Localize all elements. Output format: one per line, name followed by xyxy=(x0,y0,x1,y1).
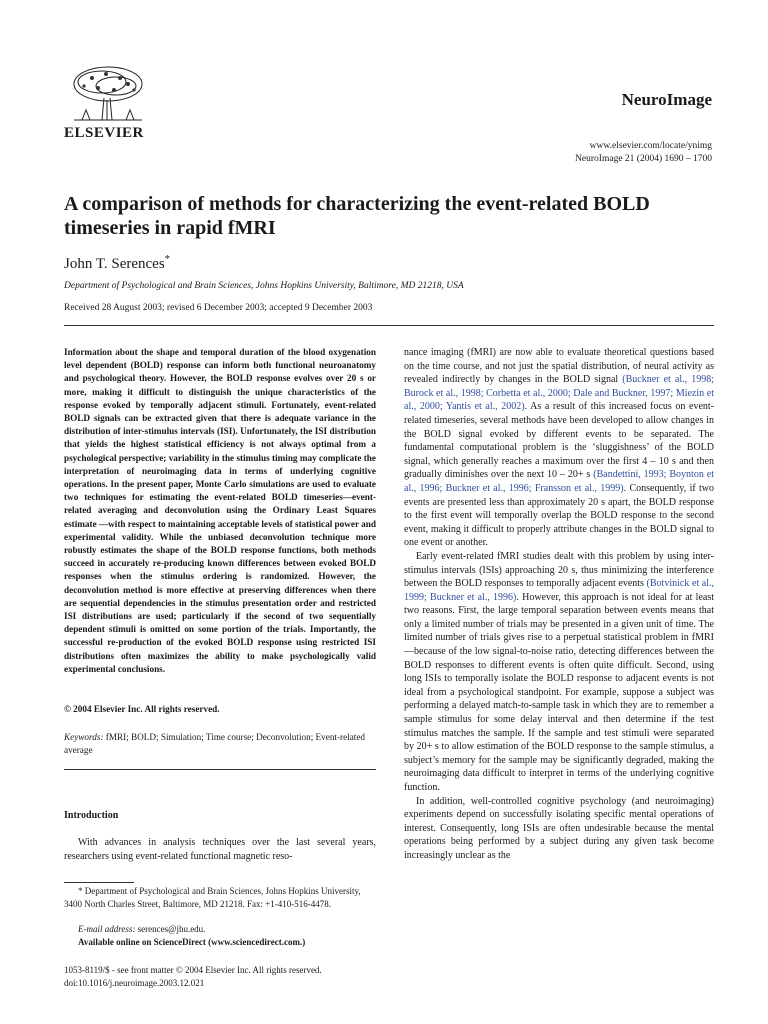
author-affiliation: Department of Psychological and Brain Sciences, Johns Hopkins University, Baltimore, MD 21218, USA xyxy=(64,281,464,291)
body-right-column xyxy=(404,346,714,863)
footnote-divider xyxy=(64,882,134,883)
article-title: A comparison of methods for characterizing the event-related BOLD timeseries in rapid fMRI xyxy=(64,193,650,239)
body-text: . Consequently, if two events are presented less than approximately 20 s apart, the BOLD response to the first event will temporally overlap the BOLD response to the second event, making it difficult to properly attribute changes in the BOLD signal to one event or another. xyxy=(404,482,714,549)
citation-link[interactable]: (Buckner et al., 1998; Burock et al., 1998; Corbetta et al., 2000; Dale and Buckner, 1997; Miezin et al., 2000; Yantis et al., 2002) xyxy=(404,374,714,413)
article-doi[interactable]: doi:10.1016/j.neuroimage.2003.12.021 xyxy=(64,978,205,988)
footnote-availability: Available online on ScienceDirect (www.sciencedirect.com.) xyxy=(78,937,306,947)
tree-logo-icon xyxy=(62,64,150,126)
intro-paragraph: With advances in analysis techniques over the last several years, researchers using event-related functional magnetic reso- xyxy=(64,837,376,862)
keywords-divider xyxy=(64,769,376,770)
email-label: E-mail address: xyxy=(78,924,136,934)
body-paragraph xyxy=(404,346,714,550)
body-text: Early event-related fMRI studies dealt with this problem by using inter-stimulus intervals (ISIs) approaching 20 s, thus minimizing the interference between the BOLD responses to temporally adjacent events xyxy=(404,550,714,590)
keywords-list: fMRI; BOLD; Simulation; Time course; Deconvolution; Event-related average xyxy=(64,732,366,755)
email-address[interactable]: serences@jhu.edu. xyxy=(137,924,206,934)
body-text: In addition, well-controlled cognitive psychology (and neuroimaging) experiments depend on successfully isolating specific mental operations of interest. Consequently, long ISIs are often undesirable because the mental operations being performed by a subject during any given task become increasingly unclear as the xyxy=(404,795,714,861)
keywords-label: Keywords: xyxy=(64,732,104,742)
footnote-email xyxy=(78,923,205,936)
body-text: . However, this approach is not ideal for at least two reasons. First, the large temporal separation between events means that only a limited number of trials may be presented in a given unit of time. The limited number of trials gives rise to a perpetual statistical problem in fMRI—because of the low signal-to-noise ratio, detecting differences between the BOLD responses to different events is often quite difficult. Second, using long ISIs to temporally isolate the BOLD response to adjacent events is not ideal from a psychological standpoint. For example, suppose a subject was performing a delayed match-to-sample task in which they are to remember a sample stimulus for some delay interval and then determine if the test stimulus matches the sample. If the sample and test stimuli were separated by 20+ s to allow estimation of the BOLD response to the sample stimulus, a subject’s memory for the sample may be significantly degraded, making the neuroimaging data difficult to interpret in terms of the underlying cognitive function. xyxy=(404,591,714,793)
abstract-text: Information about the shape and temporal duration of the blood oxygenation level dependent (BOLD) response can inform both functional neuroanatomy and psychological theory. However, the BOLD response evolves over 20 s or more, making it difficult to distinguish the unique characteristics of the response evoked by temporally adjacent stimuli. Fortunately, event-related BOLD signals can be extracted given that there is adequate variance in the distribution of inter-stimulus intervals (ISI). Unfortunately, the ISI distribution that yields the highest statistical efficiency is not always optimal from a psychological perspective; variability in the stimulus timing may complicate the interpretation of neuroimaging data in terms of underlying cognitive operations. In the present paper, Monte Carlo simulations are used to evaluate two techniques for estimating the event-related BOLD timeseries—event-related averaging and deconvolution using the Ordinary Least Squares estimate —with respect to maintaining acceptable levels of statistical power and experimental validity. While the unbiased deconvolution technique more robustly estimates the shape of the BOLD response functions, both methods succeed in accurately re-producing known differences between evoked BOLD responses when the stimulus ordering is randomized. However, the deconvolution method is more effective at preserving differences when there are sequential dependencies in the stimulus presentation order and restricted ISI distributions are used; particularly if the second of two sequentially dependent stimuli is omitted on some portion of the trials. Importantly, the successful re-production of the evoked BOLD response using restricted ISI distributions often maximizes the ability to make psychologically valid experimental conclusions. xyxy=(64,347,376,674)
author-footnote-mark[interactable]: * xyxy=(164,253,171,265)
front-matter-issn: 1053-8119/$ - see front matter © 2004 Elsevier Inc. All rights reserved. xyxy=(64,965,322,975)
journal-name: NeuroImage xyxy=(621,90,712,109)
abstract-copyright: © 2004 Elsevier Inc. All rights reserved. xyxy=(64,704,220,714)
body-text: nance imaging (fMRI) are now able to evaluate theoretical questions based on the time course, and not just the spatial distribution, of neural activity as revealed indirectly by changes in the BOLD signal xyxy=(404,347,714,386)
journal-url[interactable]: www.elsevier.com/locate/ynimg xyxy=(589,141,712,151)
citation-link[interactable]: (Bandettini, 1993; Boynton et al., 1996; Buckner et al., 1996; Fransson et al., 1999) xyxy=(404,469,714,494)
journal-citation: NeuroImage 21 (2004) 1690 – 1700 xyxy=(575,154,712,164)
article-dates: Received 28 August 2003; revised 6 December 2003; accepted 9 December 2003 xyxy=(64,303,373,313)
body-text: . As a result of this increased focus on event-related timeseries, several methods have been developed to allow changes in the BOLD signal evoked by different events to be separated. The fundamental computational problem is the ‘sluggishness’ of the BOLD signal, which generally reaches a maximum over the first 4 – 10 s and then gradually diminishes over the next 10 – 20+ s xyxy=(404,401,714,481)
header-divider xyxy=(64,325,714,326)
publisher-name: ELSEVIER xyxy=(64,125,144,141)
keywords xyxy=(64,731,376,757)
author-line xyxy=(64,253,170,273)
author-name: John T. Serences xyxy=(64,256,165,272)
intro-heading: Introduction xyxy=(64,810,119,821)
footnote-affiliation: * Department of Psychological and Brain Sciences, Johns Hopkins University, 3400 North Charles Street, Baltimore, MD 21218. Fax: +1-410-516-4478. xyxy=(64,886,361,909)
body-paragraph xyxy=(404,550,714,795)
body-paragraph xyxy=(404,795,714,863)
citation-link[interactable]: (Botvinick et al., 1999; Buckner et al., 1996) xyxy=(404,578,714,603)
